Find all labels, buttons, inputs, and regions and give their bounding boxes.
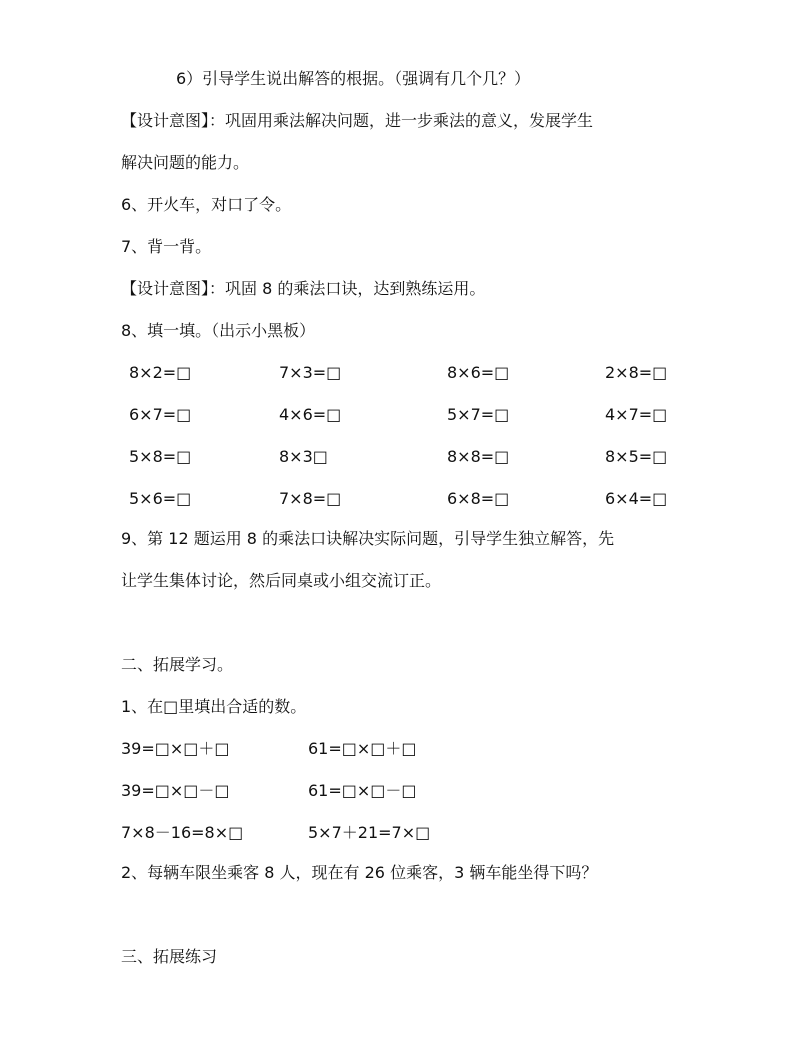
grid-cell: 8×3□: [279, 447, 328, 466]
grid-cell: 5×7=□: [447, 405, 510, 424]
item-9: 9、第 12 题运用 8 的乘法口诀解决实际问题，引导学生独立解答，先: [121, 529, 615, 548]
grid-cell: 6×7=□: [129, 405, 192, 424]
expression-cell: 5×7＋21=7×□: [308, 823, 431, 842]
expression-cell: 39=□×□－□: [121, 781, 230, 800]
design-intent-2: 【设计意图】：巩固 8 的乘法口诀，达到熟练运用。: [121, 279, 486, 298]
grid-cell: 6×8=□: [447, 489, 510, 508]
section-3-heading: 三、拓展练习: [121, 947, 218, 966]
step-6-note: 6）引导学生说出解答的根据。（强调有几个几？）: [176, 69, 531, 88]
expression-cell: 61=□×□－□: [308, 781, 417, 800]
grid-cell: 4×7=□: [605, 405, 668, 424]
item-8: 8、填一填。（出示小黑板）: [121, 321, 316, 340]
grid-cell: 8×8=□: [447, 447, 510, 466]
extension-item-2: 2、每辆车限坐乘客 8 人，现在有 26 位乘客，3 辆车能坐得下吗？: [121, 863, 598, 882]
item-9-cont: 让学生集体讨论，然后同桌或小组交流订正。: [121, 571, 442, 590]
grid-cell: 7×8=□: [279, 489, 342, 508]
grid-cell: 4×6=□: [279, 405, 342, 424]
grid-cell: 2×8=□: [605, 363, 668, 382]
grid-cell: 8×5=□: [605, 447, 668, 466]
extension-item-1: 1、在□里填出合适的数。: [121, 697, 307, 716]
expression-cell: 39=□×□＋□: [121, 739, 230, 758]
design-intent-1: 【设计意图】：巩固用乘法解决问题，进一步乘法的意义，发展学生: [121, 111, 594, 130]
section-2-heading: 二、拓展学习。: [121, 655, 234, 674]
grid-cell: 6×4=□: [605, 489, 668, 508]
expression-cell: 7×8－16=8×□: [121, 823, 244, 842]
grid-cell: 8×2=□: [129, 363, 192, 382]
item-7: 7、背一背。: [121, 237, 212, 256]
design-intent-1-cont: 解决问题的能力。: [121, 153, 250, 172]
grid-cell: 8×6=□: [447, 363, 510, 382]
grid-cell: 5×6=□: [129, 489, 192, 508]
grid-cell: 7×3=□: [279, 363, 342, 382]
expression-cell: 61=□×□＋□: [308, 739, 417, 758]
item-6: 6、开火车，对口了令。: [121, 195, 292, 214]
grid-cell: 5×8=□: [129, 447, 192, 466]
